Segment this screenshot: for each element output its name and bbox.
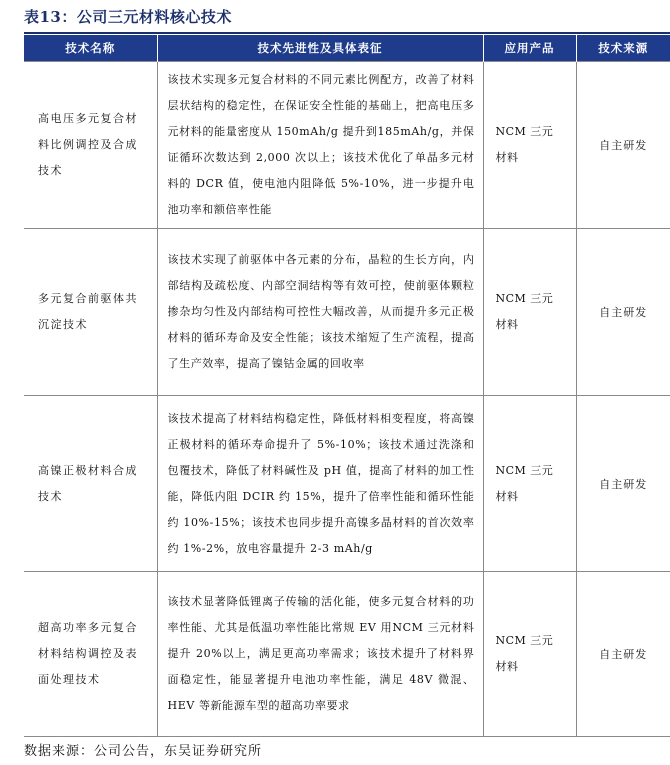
data-source-note: 数据来源：公司公告，东吴证券研究所 [24, 744, 263, 759]
table-header-row [24, 35, 670, 62]
tech-name-cell: 超高功率多元复合材料结构调控及表面处理技术 [24, 572, 157, 737]
core-technology-table [24, 35, 670, 737]
table-row [24, 572, 670, 737]
tech-source-cell: 自主研发 [576, 396, 670, 572]
tech-desc-cell: 该技术显著降低锂离子传输的活化能，使多元复合材料的功率性能、尤其是低温功率性能比常规 EV 用NCM 三元材料提升 20%以上，满足更高功率需求；该技术提升了材料界面稳定性，能显著提升电池功率性能，满足 48V 微混、HEV 等新能源车型的超高功率要求 [157, 572, 483, 737]
title-rule [24, 32, 670, 34]
column-header-desc: 技术先进性及具体表征 [157, 35, 483, 62]
tech-source-cell: 自主研发 [576, 229, 670, 396]
tech-desc-cell: 该技术提高了材料结构稳定性，降低材料相变程度，将高镍正极材料的循环寿命提升了 5%-10%；该技术通过洗涤和包覆技术，降低了材料碱性及 pH 值，提高了材料的加工性能，降低内阻 DCIR 约 15%，提升了倍率性能和循环性能约 10%-15%；该技术也同步提升高镍多晶材料的首次效率约 1%-2%，放电容量提升 2-3 mAh/g [157, 396, 483, 572]
column-header-src: 技术来源 [576, 35, 670, 62]
table-row [24, 62, 670, 229]
table-row [24, 396, 670, 572]
tech-name-cell: 高电压多元复合材料比例调控及合成技术 [24, 62, 157, 229]
tech-source-cell: 自主研发 [576, 62, 670, 229]
tech-name-cell: 多元复合前驱体共沉淀技术 [24, 229, 157, 396]
table-title: 表13：公司三元材料核心技术 [24, 8, 232, 26]
tech-desc-cell: 该技术实现了前驱体中各元素的分布，晶粒的生长方向，内部结构及疏松度、内部空洞结构等有效可控，使前驱体颗粒掺杂均匀性及内部结构可控性大幅改善，从而提升多元正极材料的循环寿命及安全性能；该技术缩短了生产流程，提高了生产效率，提高了镍钴金属的回收率 [157, 229, 483, 396]
column-header-app: 应用产品 [483, 35, 576, 62]
app-product-cell: NCM 三元材料 [483, 229, 576, 396]
tech-name-cell: 高镍正极材料合成技术 [24, 396, 157, 572]
app-product-cell: NCM 三元材料 [483, 572, 576, 737]
app-product-cell: NCM 三元材料 [483, 396, 576, 572]
column-header-name: 技术名称 [24, 35, 157, 62]
app-product-cell: NCM 三元材料 [483, 62, 576, 229]
table-row [24, 229, 670, 396]
tech-desc-cell: 该技术实现多元复合材料的不同元素比例配方，改善了材料层状结构的稳定性，在保证安全性能的基础上，把高电压多元材料的能量密度从 150mAh/g 提升到185mAh/g，并保证循环次数达到 2,000 次以上；该技术优化了单晶多元材料的 DCR 值，使电池内阻降低 5%-10%，进一步提升电池功率和额倍率性能 [157, 62, 483, 229]
tech-source-cell: 自主研发 [576, 572, 670, 737]
